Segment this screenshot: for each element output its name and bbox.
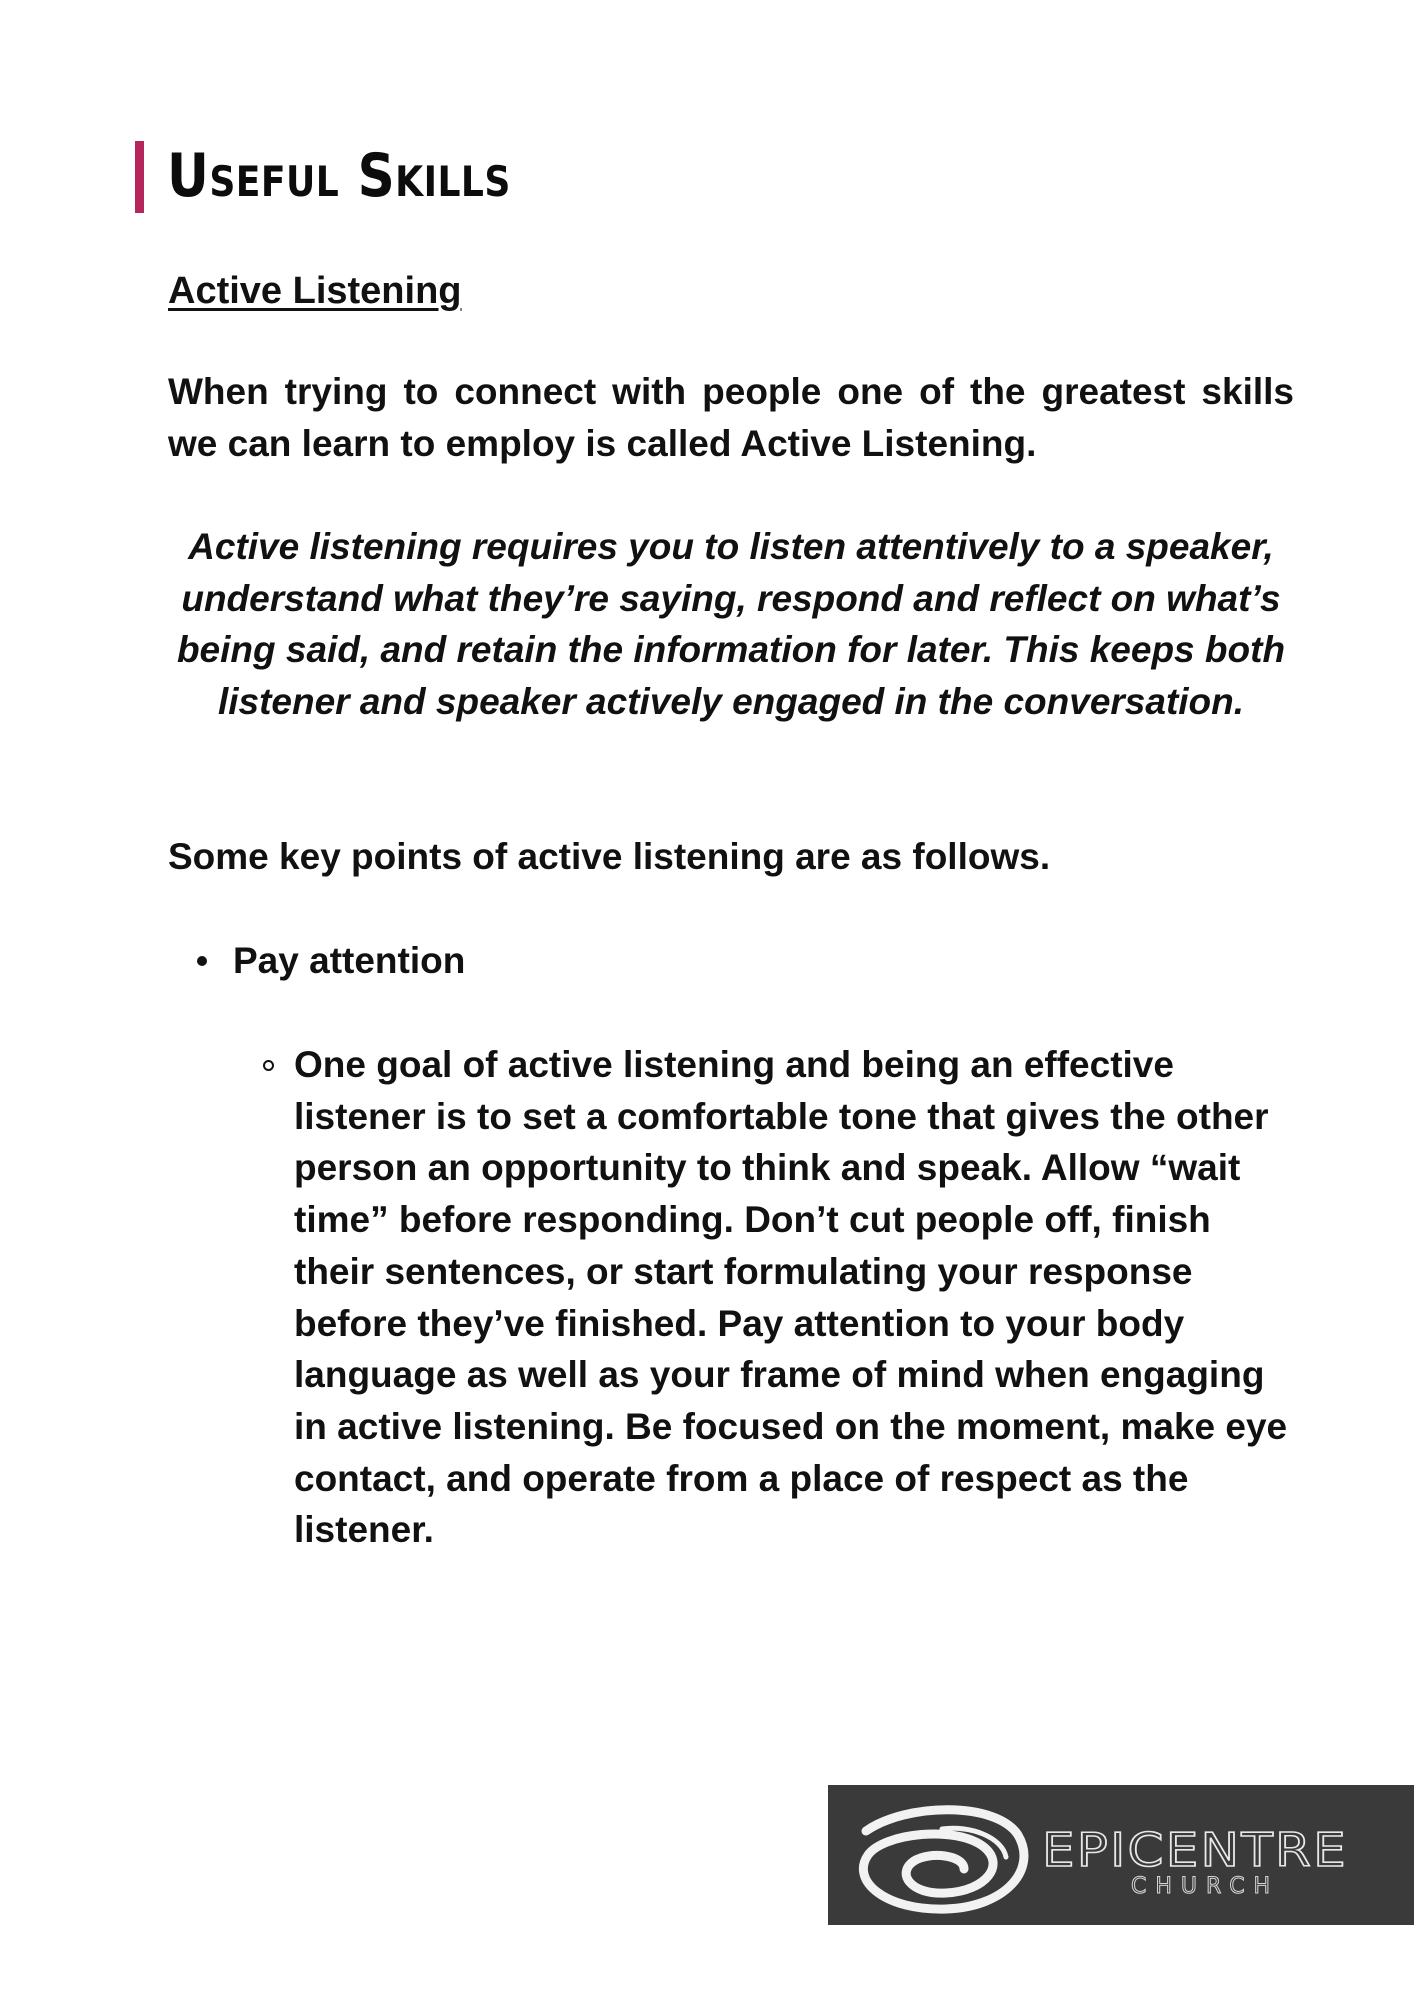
list-item: [197, 935, 465, 987]
swirl-logo-icon: [846, 1795, 1036, 1915]
intro-paragraph: When trying to connect with people one of the greatest skills we can learn to employ is called Active Listening.: [168, 371, 1294, 464]
logo-subtitle: CHURCH: [1131, 1874, 1280, 1899]
bullet-label: Pay attention: [233, 940, 466, 981]
logo-wordmark: EPICENTRE: [1042, 1823, 1348, 1877]
page-title: Useful Skills: [167, 141, 511, 211]
sub-list-item: [263, 1039, 1303, 1556]
sub-bullet-text: One goal of active listening and being an effective listener is to set a comfortable tone that gives the other person an opportunity to think and speak. Allow “wait time” before responding. Don’t cut people off, finish their sentences, or start formulating your response before they’ve finished. Pay attention to your body language as well as your frame of mind when engaging in active listening. Be focused on the moment, make eye contact, and operate from a place of respect as the listener.: [294, 1044, 1288, 1551]
key-points-intro: Some key points of active listening are as follows.: [168, 836, 1051, 877]
hollow-bullet-icon: [263, 1060, 274, 1071]
bullet-icon: [197, 956, 207, 966]
definition-quote: Active listening requires you to listen attentively to a speaker, understand what they’re saying, respond and reflect on what’s being said, and retain the information for later. This keeps both listener and speaker actively engaged in the conversation.: [176, 526, 1286, 723]
footer-logo: [828, 1785, 1414, 1925]
section-heading: Active Listening: [168, 270, 462, 312]
title-accent-bar: [135, 141, 144, 213]
